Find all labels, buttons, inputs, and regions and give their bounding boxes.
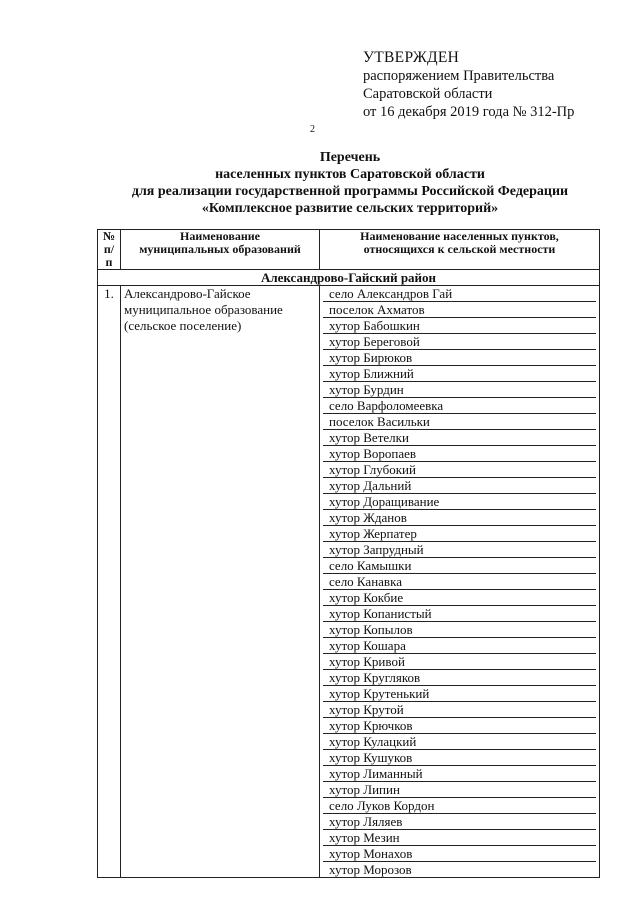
title-line: для реализации государственной программы Российской Федерации bbox=[131, 184, 569, 199]
settlement-item: поселок Васильки bbox=[323, 414, 596, 430]
settlement-item: хутор Липин bbox=[323, 782, 596, 798]
settlement-item: хутор Копанистый bbox=[323, 606, 596, 622]
settlement-item: хутор Береговой bbox=[323, 334, 596, 350]
settlement-item: хутор Бурдин bbox=[323, 382, 596, 398]
column-header-number bbox=[98, 230, 121, 270]
settlement-item: хутор Кривой bbox=[323, 654, 596, 670]
settlement-item: хутор Кругляков bbox=[323, 670, 596, 686]
settlement-item: хутор Монахов bbox=[323, 846, 596, 862]
header-text: Наименование bbox=[180, 229, 260, 243]
header-text: Наименование населенных пунктов, bbox=[360, 229, 559, 243]
settlement-item: село Канавка bbox=[323, 574, 596, 590]
settlement-item: хутор Жданов bbox=[323, 510, 596, 526]
settlement-item: хутор Ветелки bbox=[323, 430, 596, 446]
title-line: «Комплексное развитие сельских территорий» bbox=[201, 201, 499, 216]
settlement-item: хутор Жерпатер bbox=[323, 526, 596, 542]
settlement-item: село Александров Гай bbox=[323, 286, 596, 302]
settlement-item: хутор Копылов bbox=[323, 622, 596, 638]
settlement-item: хутор Воропаев bbox=[323, 446, 596, 462]
table-header-row bbox=[98, 230, 600, 270]
settlement-item: хутор Лиманный bbox=[323, 766, 596, 782]
header-text: № bbox=[102, 229, 116, 243]
district-row bbox=[98, 270, 600, 286]
settlement-item: хутор Дальний bbox=[323, 478, 596, 494]
column-header-settlements bbox=[320, 230, 600, 270]
municipality-line: Александрово-Гайское bbox=[124, 286, 251, 301]
settlement-item: хутор Глубокий bbox=[323, 462, 596, 478]
municipality-line: муниципальное образование bbox=[124, 302, 283, 317]
settlements-table bbox=[97, 229, 600, 878]
approval-date: от 16 декабря 2019 года № 312-Пр bbox=[363, 104, 575, 120]
settlement-item: хутор Бирюков bbox=[323, 350, 596, 366]
approval-block bbox=[363, 49, 574, 121]
approval-line: распоряжением Правительства bbox=[363, 68, 555, 84]
settlement-list bbox=[323, 286, 596, 877]
settlement-item: хутор Ляляев bbox=[323, 814, 596, 830]
settlement-item: хутор Ближний bbox=[323, 366, 596, 382]
settlement-item: хутор Доращивание bbox=[323, 494, 596, 510]
settlement-item: хутор Кушуков bbox=[323, 750, 596, 766]
settlement-item: хутор Кулацкий bbox=[323, 734, 596, 750]
district-name: Александрово-Гайский район bbox=[98, 270, 600, 286]
document-title bbox=[100, 149, 600, 217]
settlement-item: поселок Ахматов bbox=[323, 302, 596, 318]
settlement-item: хутор Запрудный bbox=[323, 542, 596, 558]
header-text: п/п bbox=[103, 242, 115, 269]
table-row bbox=[98, 286, 600, 878]
approval-line: Саратовской области bbox=[363, 86, 493, 102]
settlement-item: хутор Кокбие bbox=[323, 590, 596, 606]
settlement-item: хутор Мезин bbox=[323, 830, 596, 846]
title-line: Перечень bbox=[319, 150, 381, 165]
settlement-item: село Луков Кордон bbox=[323, 798, 596, 814]
settlement-item: хутор Крючков bbox=[323, 718, 596, 734]
settlements-cell bbox=[320, 286, 600, 878]
settlement-item: село Варфоломеевка bbox=[323, 398, 596, 414]
municipality-name bbox=[121, 286, 320, 878]
settlement-item: хутор Крутенький bbox=[323, 686, 596, 702]
settlement-item: хутор Крутой bbox=[323, 702, 596, 718]
header-text: муниципальных образований bbox=[139, 242, 301, 256]
settlement-item: хутор Бабошкин bbox=[323, 318, 596, 334]
settlement-item: село Камышки bbox=[323, 558, 596, 574]
municipality-line: (сельское поселение) bbox=[124, 318, 242, 333]
title-line: населенных пунктов Саратовской области bbox=[215, 167, 485, 182]
page-number: 2 bbox=[310, 124, 315, 135]
settlement-item: хутор Кошара bbox=[323, 638, 596, 654]
header-text: относящихся к сельской местности bbox=[363, 242, 556, 256]
approval-heading: УТВЕРЖДЕН bbox=[363, 49, 460, 66]
settlement-item: хутор Морозов bbox=[329, 862, 412, 877]
row-number: 1. bbox=[98, 286, 121, 878]
column-header-municipality bbox=[121, 230, 320, 270]
